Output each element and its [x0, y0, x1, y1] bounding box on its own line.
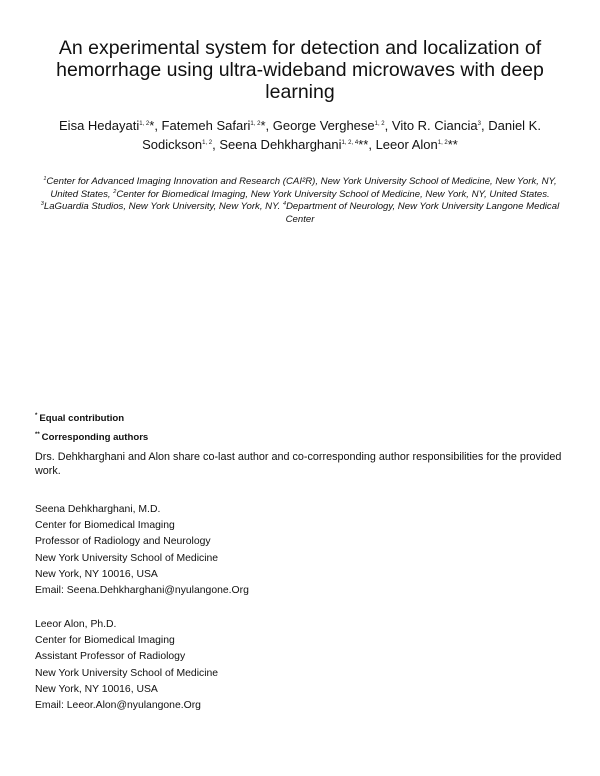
contact-block — [35, 502, 249, 599]
author-affiliation-sup: 1, 2, 4 — [341, 140, 359, 146]
contact-email: Email: Seena.Dehkharghani@nyulangone.Org — [35, 585, 249, 597]
author-name: Leeor Alon — [375, 137, 438, 152]
author-affiliation-sup: 1, 2 — [139, 121, 150, 127]
author-name: Seena Dehkharghani — [219, 137, 342, 152]
affiliation-sup: 3 — [40, 201, 44, 207]
author-affiliation-sup: 1, 2 — [437, 140, 448, 146]
note-mark: ** — [35, 432, 40, 438]
note-mark: * — [35, 413, 38, 419]
contact-role: Professor of Radiology and Neurology — [35, 536, 211, 548]
affiliation-sup: 4 — [282, 201, 286, 207]
author-affiliation-sup: 1, 2 — [202, 140, 213, 146]
contact-block — [35, 617, 218, 714]
contact-name: Leeor Alon, Ph.D. — [35, 619, 117, 630]
author-list: Eisa Hedayati$^{1, 2}$*, Fatemeh Safari$^{1, 2}$*, George Verghese$^{1, 2}$, Vito R. Ciancia$^3$, Daniel K. Sodickson$^{1, 2}$, Seena Dehkharghani$^{1, 2, 4}$**, Leeor Alon$^{1, 2}$** — [59, 118, 541, 152]
author-mark: ** — [358, 137, 369, 152]
author-mark: ** — [447, 137, 458, 152]
contact-role: Assistant Professor of Radiology — [35, 651, 186, 663]
contact-institution: New York University School of Medicine — [35, 667, 219, 679]
affiliation-text: Department of Neurology, New York University Langone Medical Center — [285, 201, 560, 225]
contact-name: Seena Dehkharghani, M.D. — [35, 504, 161, 515]
co-authorship-statement: Drs. Dehkharghani and Alon share co-last author and co-corresponding author responsibilities for the provided work. — [35, 451, 562, 477]
author-affiliation-sup: 1, 2 — [250, 121, 261, 127]
author-mark: * — [149, 118, 155, 133]
contact-email: Email: Leeor.Alon@nyulangone.Org — [35, 700, 201, 712]
contact-institution: New York University School of Medicine — [35, 552, 219, 564]
contact-address: New York, NY 10016, USA — [35, 683, 158, 695]
author-name: Daniel K. Sodickson — [142, 118, 541, 152]
affiliations — [32, 176, 568, 226]
affiliation-text: LaGuardia Studios, New York University, New York, NY. — [43, 201, 281, 212]
affiliation-sup: 2 — [113, 188, 117, 195]
author-name: Vito R. Ciancia — [391, 118, 478, 133]
contact-department: Center for Biomedical Imaging — [35, 635, 175, 647]
affiliation-sup: 1 — [43, 176, 47, 182]
author-name: Eisa Hedayati — [59, 118, 140, 133]
author-affiliation-sup: 3 — [477, 121, 481, 127]
author-affiliation-sup: 1, 2 — [374, 121, 385, 127]
author-mark: * — [260, 118, 266, 133]
corresponding-authors-note — [35, 432, 148, 443]
contact-department: Center for Biomedical Imaging — [35, 520, 175, 532]
affiliation-text: Center for Advanced Imaging Innovation and Research (CAI²R), New York University School of Medicine, New York, NY, United States, — [46, 176, 557, 200]
author-name: George Verghese — [272, 118, 375, 133]
note-label: Corresponding authors — [41, 432, 149, 443]
note-label: Equal contribution — [39, 413, 125, 424]
affiliation-text: Center for Biomedical Imaging, New York University School of Medicine, New York, NY, United States. — [116, 188, 550, 200]
equal-contribution-note — [35, 413, 124, 424]
contact-address: New York, NY 10016, USA — [35, 568, 158, 580]
paper-title: An experimental system for detection and localization of hemorrhage using ultra-wideband microwaves with deep learning — [56, 37, 544, 103]
author-name: Fatemeh Safari — [161, 118, 251, 133]
